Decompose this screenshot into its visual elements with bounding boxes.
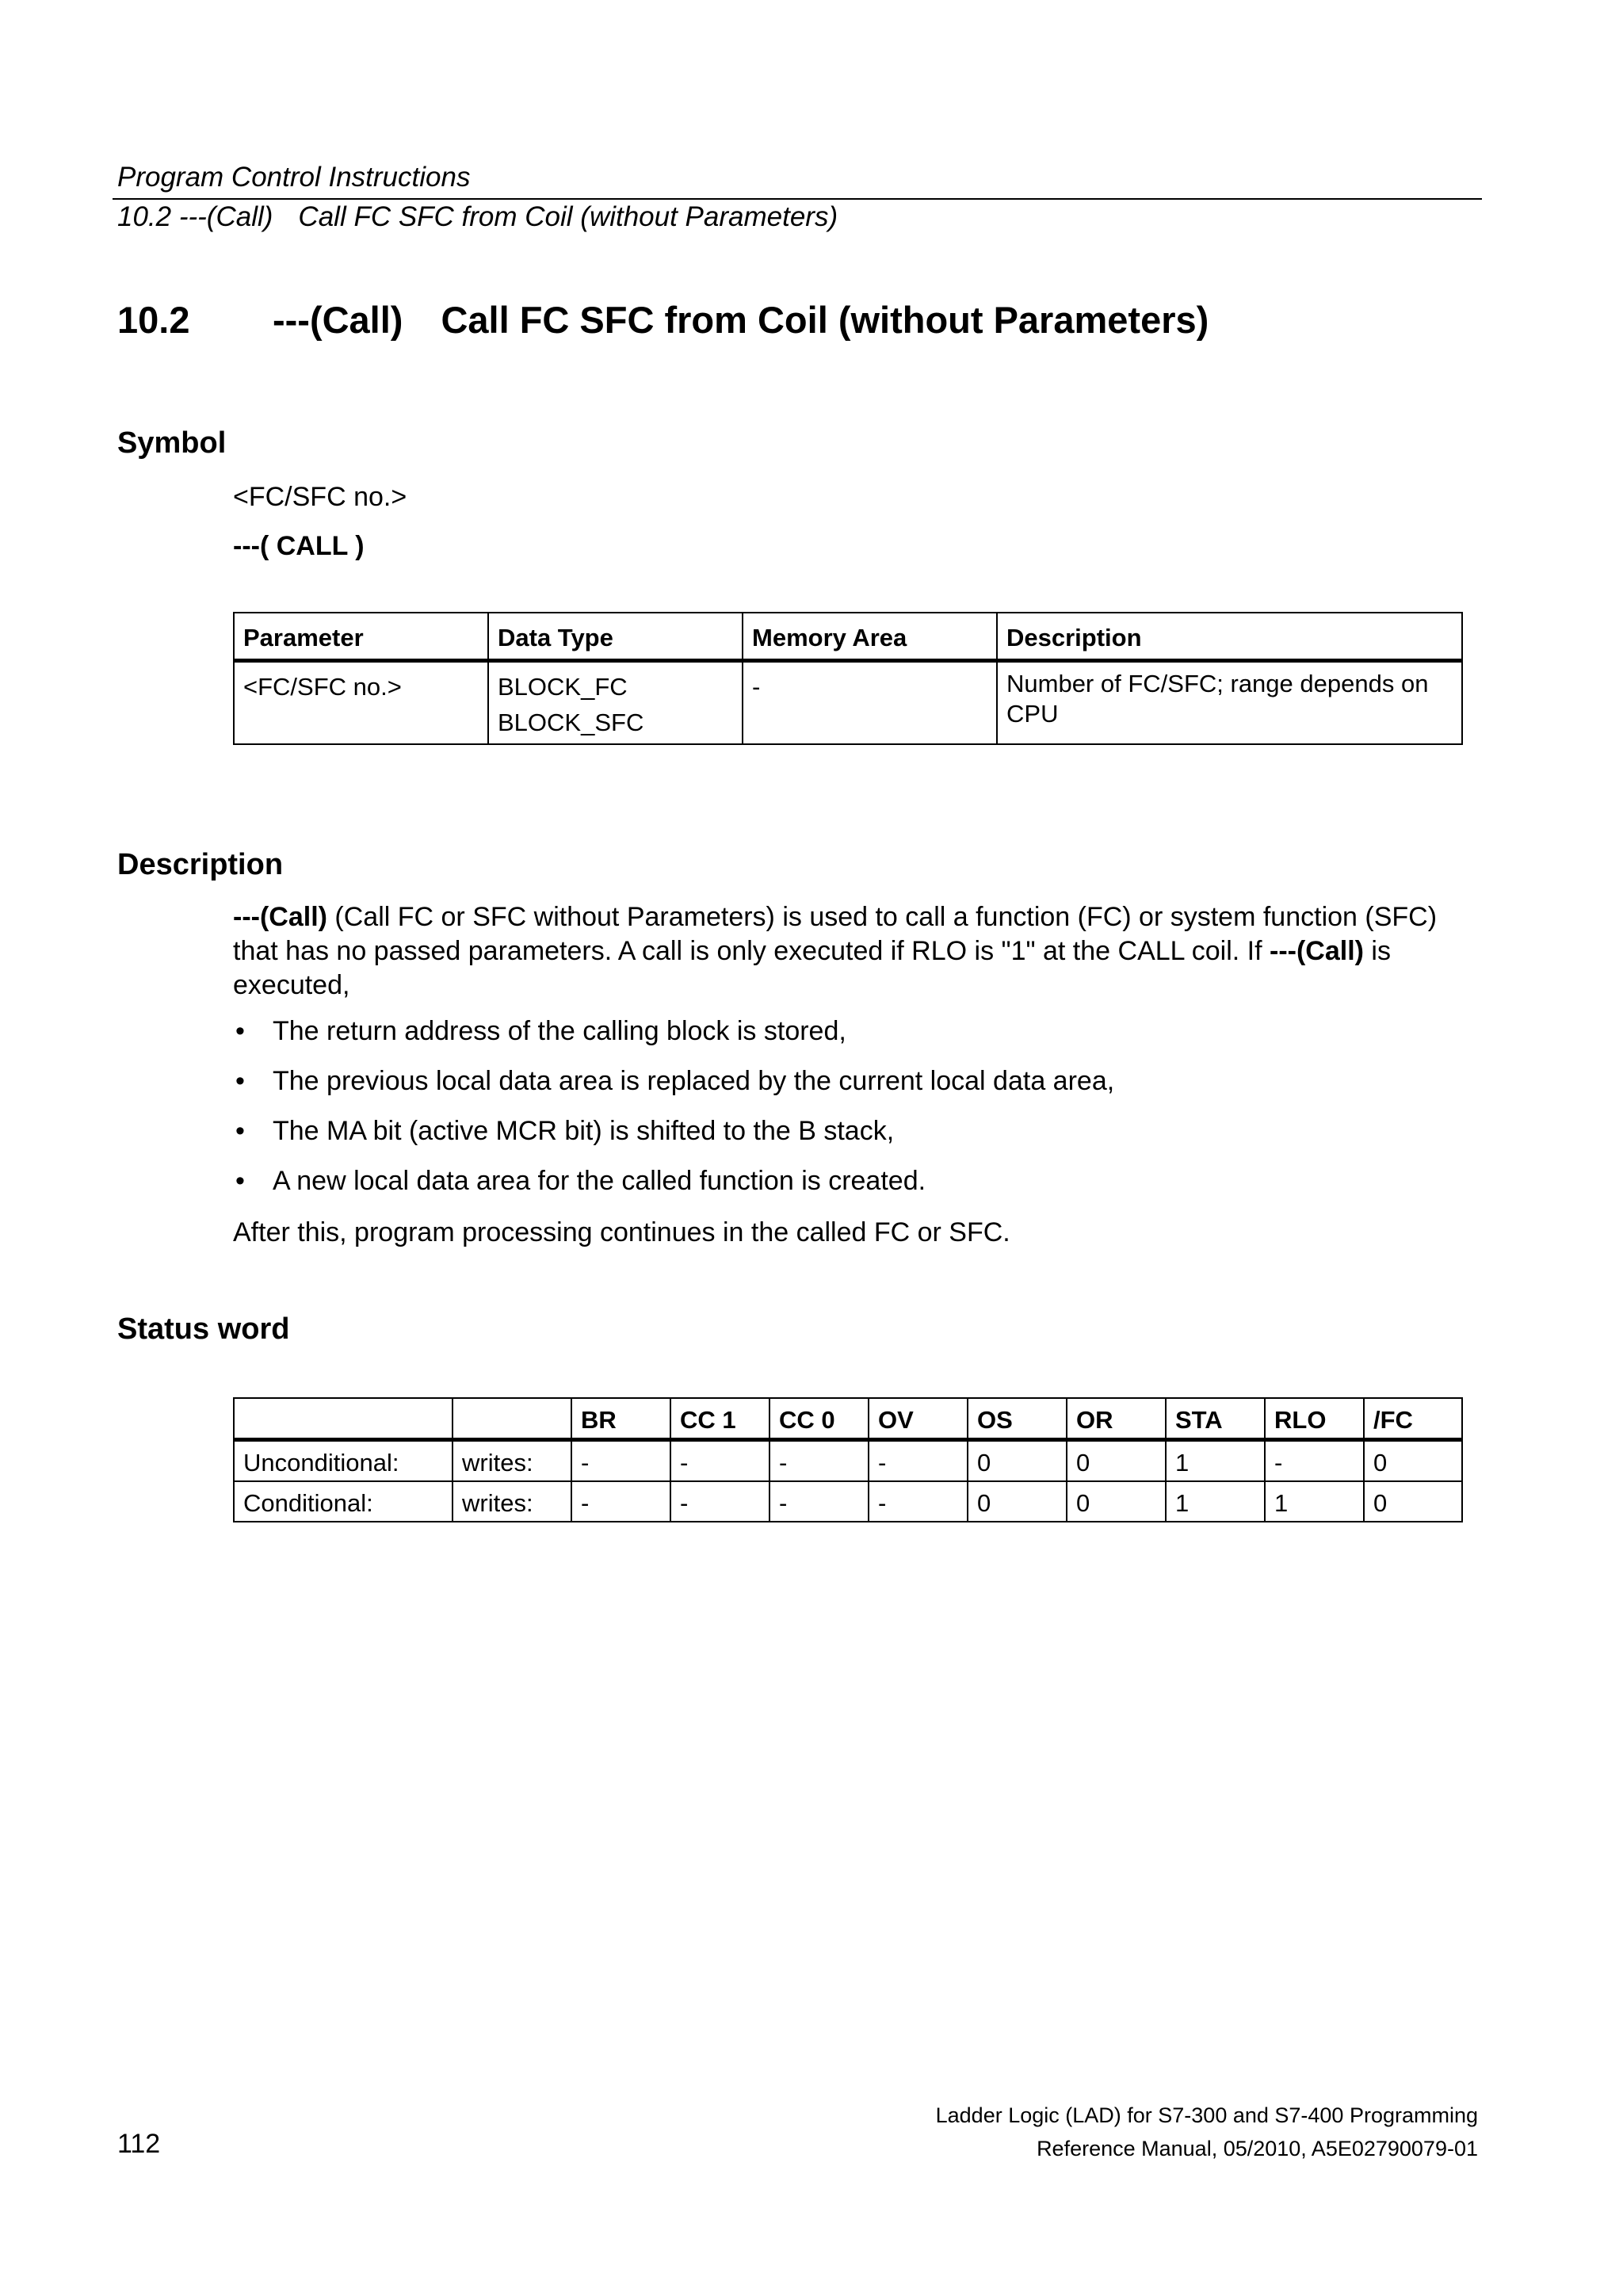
status-bit-cell: - <box>670 1481 769 1522</box>
running-header-chapter: Program Control Instructions <box>117 162 471 193</box>
parameter-table <box>233 612 1463 745</box>
list-item <box>233 1016 1114 1066</box>
description-closing: After this, program processing continues in the called FC or SFC. <box>233 1217 1010 1247</box>
status-table-header: OR <box>1067 1398 1166 1440</box>
status-row-label: Conditional: <box>234 1481 453 1522</box>
status-bit-cell: - <box>1265 1440 1364 1482</box>
status-table-header: /FC <box>1364 1398 1462 1440</box>
status-bit-cell: 1 <box>1166 1440 1265 1482</box>
description-bullet-list <box>233 1016 1114 1216</box>
bullet-icon: • <box>235 1066 245 1096</box>
list-item <box>233 1166 1114 1216</box>
section-heading <box>117 298 1209 342</box>
parameter-table-header: Data Type <box>488 613 743 661</box>
status-word-heading: Status word <box>117 1312 290 1346</box>
status-bit-cell: - <box>869 1440 968 1482</box>
instruction-name: ---(Call) <box>1270 936 1364 966</box>
header-rule <box>113 198 1482 200</box>
status-table-header: BR <box>571 1398 670 1440</box>
status-bit-cell: 0 <box>1067 1440 1166 1482</box>
instruction-name: ---(Call) <box>233 902 327 932</box>
symbol-line-1: <FC/SFC no.> <box>233 482 407 512</box>
status-bit-cell: - <box>670 1440 769 1482</box>
memory-area-cell: - <box>743 661 997 745</box>
list-item-text: The previous local data area is replaced by the current local data area, <box>273 1066 1115 1096</box>
symbol-line-2: ---( CALL ) <box>233 531 365 561</box>
status-table-header: OV <box>869 1398 968 1440</box>
parameter-table-header: Memory Area <box>743 613 997 661</box>
parameter-table-header-row <box>234 613 1462 661</box>
bullet-icon: • <box>235 1166 245 1196</box>
footer-manual-info <box>936 2099 1478 2165</box>
data-type-cell <box>488 661 743 745</box>
status-bit-cell: 1 <box>1265 1481 1364 1522</box>
section-heading-instruction: ---(Call) <box>273 299 403 341</box>
parameter-cell: <FC/SFC no.> <box>234 661 488 745</box>
status-table-header: CC 0 <box>769 1398 869 1440</box>
parameter-table-header: Parameter <box>234 613 488 661</box>
list-item <box>233 1116 1114 1166</box>
list-item-text: The return address of the calling block is stored, <box>273 1016 846 1046</box>
status-bit-cell: 0 <box>1364 1440 1462 1482</box>
status-table-header: STA <box>1166 1398 1265 1440</box>
table-row <box>234 1481 1462 1522</box>
status-bit-cell: - <box>769 1481 869 1522</box>
status-bit-cell: - <box>571 1440 670 1482</box>
status-word-table <box>233 1397 1463 1522</box>
status-bit-cell: 0 <box>968 1481 1067 1522</box>
status-bit-cell: 0 <box>1364 1481 1462 1522</box>
bullet-icon: • <box>235 1016 245 1046</box>
description-paragraph <box>233 900 1469 1003</box>
paragraph-text: is executed, <box>233 936 1391 1000</box>
data-type-value: BLOCK_SFC <box>498 709 644 736</box>
section-heading-title: Call FC SFC from Coil (without Parameters) <box>441 299 1209 341</box>
status-bit-cell: 1 <box>1166 1481 1265 1522</box>
list-item-text: The MA bit (active MCR bit) is shifted to the B stack, <box>273 1116 895 1146</box>
table-row <box>234 1440 1462 1482</box>
status-bit-cell: - <box>769 1440 869 1482</box>
paragraph-text: (Call FC or SFC without Parameters) is used to call a function (FC) or system function (SFC) that has no passed parameters. A call is only executed if RLO is "1" at the CALL coil. If <box>233 902 1438 966</box>
status-table-header-row <box>234 1398 1462 1440</box>
status-table-header: CC 1 <box>670 1398 769 1440</box>
status-bit-cell: - <box>571 1481 670 1522</box>
symbol-heading: Symbol <box>117 426 227 460</box>
status-table-header: OS <box>968 1398 1067 1440</box>
data-type-value: BLOCK_FC <box>498 673 628 701</box>
description-cell: Number of FC/SFC; range depends on CPU <box>997 661 1462 745</box>
status-row-mode: writes: <box>453 1481 571 1522</box>
footer-manual-title: Ladder Logic (LAD) for S7-300 and S7-400 Programming <box>935 2103 1478 2127</box>
description-heading: Description <box>117 848 284 881</box>
page-number: 112 <box>117 2129 161 2159</box>
status-bit-cell: - <box>869 1481 968 1522</box>
section-heading-number: 10.2 <box>117 299 190 341</box>
status-table-header: RLO <box>1265 1398 1364 1440</box>
status-bit-cell: 0 <box>968 1440 1067 1482</box>
parameter-table-header: Description <box>997 613 1462 661</box>
running-header-section-number: 10.2 ---(Call) <box>117 201 273 232</box>
status-table-header <box>234 1398 453 1440</box>
status-row-mode: writes: <box>453 1440 571 1482</box>
bullet-icon: • <box>235 1116 245 1146</box>
list-item <box>233 1066 1114 1116</box>
running-header-section <box>117 201 838 233</box>
status-row-label: Unconditional: <box>234 1440 453 1482</box>
list-item-text: A new local data area for the called function is created. <box>273 1166 926 1196</box>
status-table-header <box>453 1398 571 1440</box>
footer-manual-edition: Reference Manual, 05/2010, A5E02790079-01 <box>1037 2137 1478 2160</box>
running-header-section-title: Call FC SFC from Coil (without Parameters) <box>298 201 838 232</box>
status-bit-cell: 0 <box>1067 1481 1166 1522</box>
table-row <box>234 661 1462 745</box>
